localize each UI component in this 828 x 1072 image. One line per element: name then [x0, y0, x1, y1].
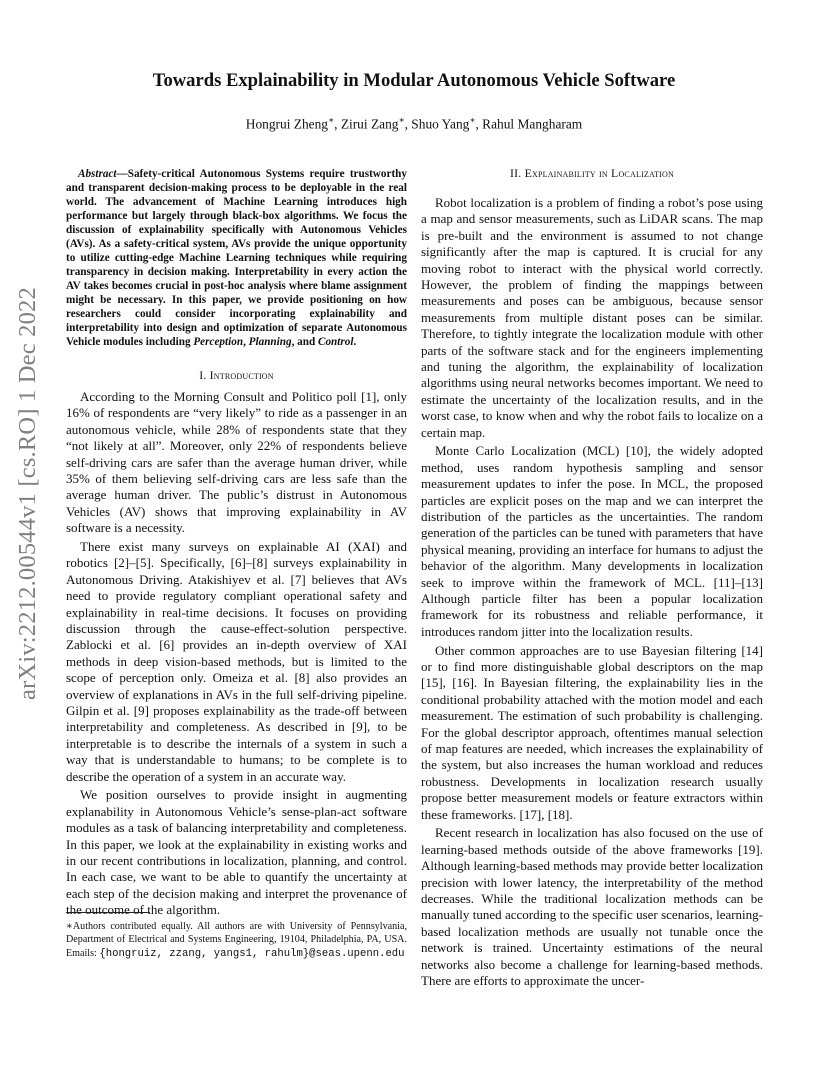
abstract-module: Control [318, 336, 354, 348]
section-number: II. [510, 166, 525, 180]
localization-body [421, 195, 763, 992]
author-mark: ∗ [398, 115, 405, 125]
abstract-text: —Safety-critical Autonomous Systems require trustworthy and transparent decision-making process to be deployable in the real world. The advancement of Machine Learning introduces high performance but largely through black-box algorithms. We focus the discussion of explainability specifically with Autonomous Vehicles (AVs). As a safety-critical system, AVs provide the unique opportunity to utilize cutting-edge Machine Learning techniques while requiring transparency in decision making. Interpretability in every action the AV takes becomes crucial in post-hoc analysis where blame assignment might be necessary. In this paper, we provide positioning on how researchers could consider incorporating explainability and interpretability into design and optimization of separate Autonomous Vehicle modules including [66, 168, 407, 348]
footnote-text: ∗Authors contributed equally. All authors are with University of Pennsylvania, Department of Electrical and Systems Engineering, 19104, Philadelphia, PA, USA. Emails: [66, 921, 407, 959]
abstract-module: Perception [193, 336, 244, 348]
paragraph: Recent research in localization has also focused on the use of learning-based methods outside of the above frameworks [19]. Although learning-based methods may provide better localization precision with lower latency, the interpretability of the method decreases. While the traditional localization methods can be manually tuned according to the specific user scenarios, learning-based localization methods are usually not tunable once the network is trained. Uncertainty estimations of the neural networks also become a challenge for learning-based methods. There are efforts to approximate the uncer- [421, 825, 763, 988]
footnote-emails: {hongruiz, zzang, yangs1, rahulm}@seas.upenn.edu [99, 947, 405, 960]
section-heading-introduction [66, 368, 407, 383]
arxiv-identifier: arXiv:2212.00544v1 [cs.RO] 1 Dec 2022 [14, 287, 41, 700]
paragraph: There exist many surveys on explainable AI (XAI) and robotics [2]–[5]. Specifically, [6]–[8] surveys explainability in Autonomous Driving. Atakishiyev et al. [7] believes that AVs need to provide regulatory compliant operational safety and explainability in real-time decisions. It focuses on providing discussion through the cause-effect-solution perspective. Zablocki et al. [6] provides an in-depth overview of XAI methods in deep vision-based methods, but is limited to the scope of perception only. Omeiza et al. [8] also provides an overview of explanations in AVs in the full self-driving pipeline. Gilpin et al. [9] proposes explainability as the trade-off between interpretability and completeness. As described in [9], to be interpretable is to describe the internals of a system in such a way that is understandable to humans; to be complete is to describe the operation of a system in an accurate way. [66, 538, 407, 784]
abstract [66, 167, 407, 349]
footnote [66, 920, 407, 961]
author-name: Rahul Mangharam [482, 116, 583, 132]
footnote-rule [66, 912, 150, 913]
introduction-body [66, 389, 407, 921]
abstract-label: Abstract [78, 168, 117, 180]
author-name: Shuo Yang [411, 116, 470, 132]
abstract-module: Planning [248, 336, 292, 348]
author-mark: ∗ [328, 115, 335, 125]
abstract-end: . [353, 336, 357, 348]
paragraph: Monte Carlo Localization (MCL) [10], the widely adopted method, uses random hypothesis sampling and sensor measurement updates to infer the pose. In MCL, the proposed particles are explicit poses on the map and we can interpret the distribution of the particles as the uncertainties. The random generation of the particles can be tuned with parameters that have physical meaning, providing an interface for humans to adjust the behavior of the algorithm. Many developments in localization seek to improve within the framework of MCL. [11]–[13] Although particle filter has been a popular localization framework for its robustness and reliable performance, it introduces random jitter into the localization results. [421, 443, 763, 639]
author-list: Hongrui Zheng∗, Zirui Zang∗, Shuo Yang∗, Rahul Mangharam [245, 115, 583, 132]
author-name: Zirui Zang [340, 116, 399, 132]
section-heading-localization [421, 166, 763, 181]
paper-title: Towards Explainability in Modular Autonomous Vehicle Software [152, 70, 676, 91]
section-title: Explainability in Localization [524, 166, 674, 180]
abstract-sep: , [243, 336, 249, 348]
author-name: Hongrui Zheng [245, 116, 328, 132]
author-mark: ∗ [469, 115, 476, 125]
section-title: Introduction [209, 368, 274, 382]
paragraph: Other common approaches are to use Bayesian filtering [14] or to find more distinguishable global descriptors on the map [15], [16]. In Bayesian filtering, the explainability lies in the conditional probability attached with the motion model and each measurement. The estimation of such probability is challenging. For the global descriptor approach, oftentimes manual selection of map features are needed, which increases the explainability of the system, but also increases the human workload and reduces robustness. Developments in localization research usually propose better measurement models or feature extractors within these frameworks. [17], [18]. [421, 642, 763, 822]
section-number: I. [199, 368, 210, 382]
paragraph: According to the Morning Consult and Politico poll [1], only 16% of respondents are “very likely” to ride as a passenger in an autonomous vehicle, while 28% of respondents state that they “not likely at all”. Moreover, only 22% of respondents believe self-driving cars are safer than the average human driver, while 35% of them believing self-driving cars are less safe than the average human driver. The public’s distrust in Autonomous Vehicles (AV) shows that improving explainability in AV software is a necessity. [66, 389, 407, 536]
paragraph: Robot localization is a problem of finding a robot’s pose using a map and sensor measurements, such as LiDAR scans. The map is pre-built and the environment is assumed to not change significantly after the map is captured. It is crucial for any moving robot to interact with the physical world correctly. However, the problem of finding the mappings between measurements and poses can be ambiguous, because sensor measurements from multiple distant poses can be similar. Therefore, to tightly integrate the localization module with other parts of the software stack and for the engineers implementing and tuning the algorithm, the explainability of localization algorithms using neural networks becomes important. We need to estimate the uncertainty of the localization results, and in the worst case, to know when and why the robot fails to localize on a certain map. [421, 195, 763, 440]
paragraph: We position ourselves to provide insight in augmenting explanability in Autonomous Vehicle’s sense-plan-act software modules as a task of balancing interpretability and completeness. In this paper, we look at the explainability in existing works and in our recent contributions in localization, planning, and control. In each case, we want to be able to quantify the uncertainty at each step of the decision making and interpret the provenance of the outcome of the algorithm. [66, 787, 407, 918]
abstract-sep: , and [291, 336, 318, 348]
